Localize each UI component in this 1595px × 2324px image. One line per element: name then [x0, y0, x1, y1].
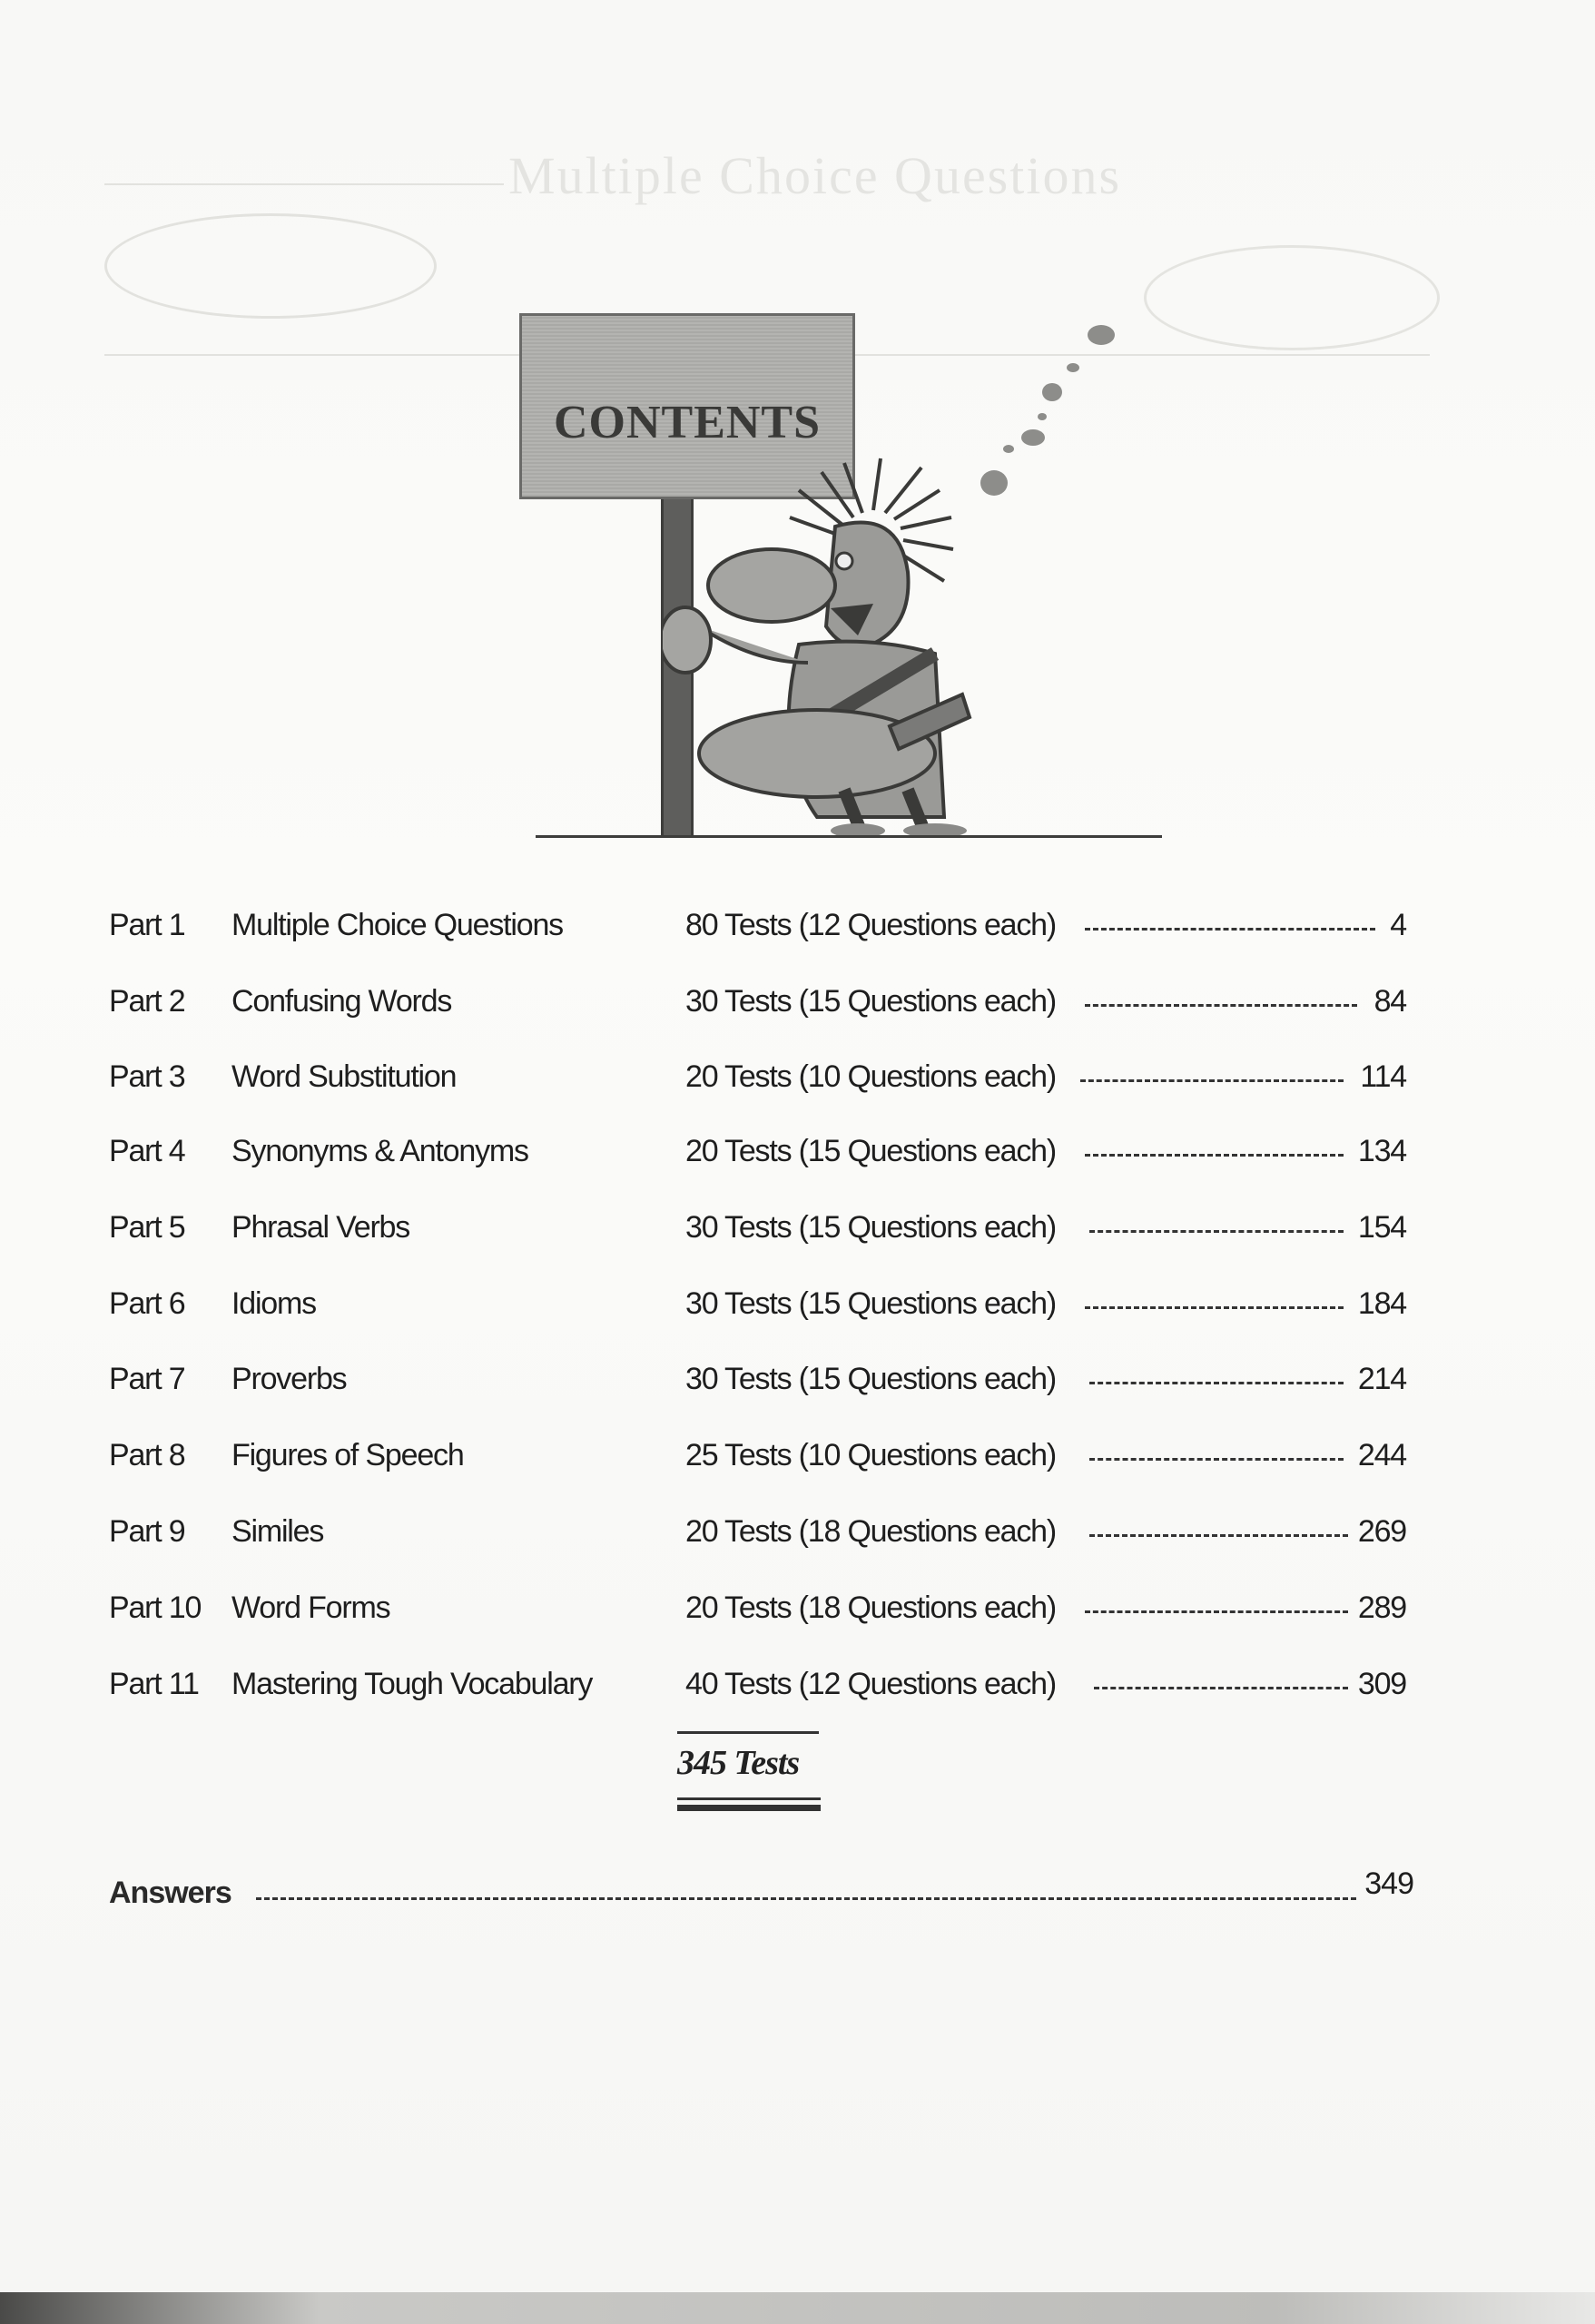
- test-count: 20 Tests (18 Questions each): [685, 1590, 1057, 1625]
- part-title: Similes: [231, 1514, 324, 1549]
- part-title: Phrasal Verbs: [231, 1210, 410, 1245]
- thought-bubble-icon: [1042, 383, 1062, 401]
- part-number: Part 2: [109, 984, 185, 1019]
- part-number: Part 7: [109, 1362, 185, 1396]
- part-number: Part 8: [109, 1438, 185, 1472]
- part-title: Proverbs: [231, 1362, 347, 1396]
- toc-row-part-5[interactable]: [0, 1210, 1595, 1265]
- double-rule-thin: [677, 1797, 821, 1800]
- dot-leader: [1080, 1079, 1344, 1082]
- dot-leader: [1089, 1230, 1344, 1233]
- test-count: 30 Tests (15 Questions each): [685, 1286, 1057, 1321]
- thought-bubble-icon: [1021, 429, 1045, 446]
- part-number: Part 9: [109, 1514, 185, 1549]
- dot-leader: [1085, 1004, 1357, 1007]
- part-title: Word Forms: [231, 1590, 390, 1625]
- test-count: 80 Tests (12 Questions each): [685, 908, 1057, 942]
- toc-row-answers[interactable]: [0, 1866, 1595, 1925]
- caveman-icon: [663, 454, 1044, 835]
- page-number: 154: [1357, 1210, 1406, 1245]
- toc-row-part-4[interactable]: [0, 1134, 1595, 1188]
- thought-bubble-icon: [1003, 445, 1014, 453]
- part-number: Part 6: [109, 1286, 185, 1321]
- test-count: 30 Tests (15 Questions each): [685, 1362, 1057, 1396]
- dot-leader: [1085, 1610, 1348, 1613]
- part-title: Synonyms & Antonyms: [231, 1134, 528, 1168]
- test-count: 30 Tests (15 Questions each): [685, 984, 1057, 1019]
- thought-bubble-icon: [1038, 413, 1047, 420]
- part-number: Part 3: [109, 1059, 185, 1094]
- page-number: 349: [1364, 1866, 1413, 1901]
- dot-leader: [1089, 1382, 1344, 1384]
- contents-illustration: [508, 300, 1180, 844]
- part-number: Part 5: [109, 1210, 185, 1245]
- page-number: 269: [1357, 1514, 1406, 1549]
- bleed-through-rule: [104, 183, 504, 185]
- ground-line: [536, 835, 1162, 838]
- page-number: 114: [1360, 1059, 1406, 1094]
- sign-title: CONTENTS: [553, 397, 822, 448]
- page-number: 134: [1357, 1134, 1406, 1168]
- toc-row-part-9[interactable]: [0, 1514, 1595, 1569]
- part-title: Idioms: [231, 1286, 316, 1321]
- page-number: 184: [1357, 1286, 1406, 1321]
- test-count: 20 Tests (15 Questions each): [685, 1134, 1057, 1168]
- page-number: 214: [1357, 1362, 1406, 1396]
- page-number: 289: [1357, 1590, 1406, 1625]
- dot-leader: [1089, 1458, 1344, 1461]
- toc-row-part-2[interactable]: [0, 984, 1595, 1039]
- part-number: Part 4: [109, 1134, 185, 1168]
- toc-row-part-11[interactable]: [0, 1667, 1595, 1721]
- thought-bubble-icon: [980, 470, 1008, 496]
- page-number: 84: [1373, 984, 1406, 1019]
- part-number: Part 11: [109, 1667, 199, 1701]
- part-number: Part 10: [109, 1590, 202, 1625]
- toc-row-part-6[interactable]: [0, 1286, 1595, 1341]
- test-count: 40 Tests (12 Questions each): [685, 1667, 1057, 1701]
- thought-bubble-icon: [1088, 325, 1115, 345]
- test-count: 25 Tests (10 Questions each): [685, 1438, 1057, 1472]
- bleed-through-oval-right: [1144, 245, 1440, 350]
- toc-row-part-7[interactable]: [0, 1362, 1595, 1416]
- part-number: Part 1: [109, 908, 185, 942]
- toc-row-part-8[interactable]: [0, 1438, 1595, 1492]
- dot-leader: [1094, 1687, 1348, 1689]
- page-number: 244: [1357, 1438, 1406, 1472]
- dot-leader: [1089, 1534, 1348, 1537]
- test-count: 20 Tests (18 Questions each): [685, 1514, 1057, 1549]
- toc-row-part-10[interactable]: [0, 1590, 1595, 1645]
- sum-rule: [677, 1731, 819, 1734]
- test-count: 30 Tests (15 Questions each): [685, 1210, 1057, 1245]
- total-tests: 345 Tests: [677, 1744, 800, 1782]
- dot-leader: [1085, 1154, 1344, 1157]
- answers-label: Answers: [109, 1876, 231, 1910]
- part-title: Word Substitution: [231, 1059, 457, 1094]
- bleed-through-title: Multiple Choice Questions: [508, 146, 1122, 205]
- dot-leader: [256, 1897, 1356, 1900]
- part-title: Figures of Speech: [231, 1438, 464, 1472]
- toc-row-part-1[interactable]: [0, 908, 1595, 962]
- test-count: 20 Tests (10 Questions each): [685, 1059, 1057, 1094]
- part-title: Confusing Words: [231, 984, 452, 1019]
- dot-leader: [1085, 1306, 1344, 1309]
- double-rule-thick: [677, 1805, 821, 1811]
- page-bottom-edge: [0, 2292, 1595, 2324]
- thought-bubble-icon: [1067, 363, 1079, 372]
- bleed-through-oval-left: [104, 213, 437, 319]
- page-number: 4: [1390, 908, 1406, 942]
- part-title: Multiple Choice Questions: [231, 908, 563, 942]
- dot-leader: [1085, 928, 1375, 931]
- toc-row-part-3[interactable]: [0, 1059, 1595, 1114]
- page-number: 309: [1357, 1667, 1406, 1701]
- part-title: Mastering Tough Vocabulary: [231, 1667, 593, 1701]
